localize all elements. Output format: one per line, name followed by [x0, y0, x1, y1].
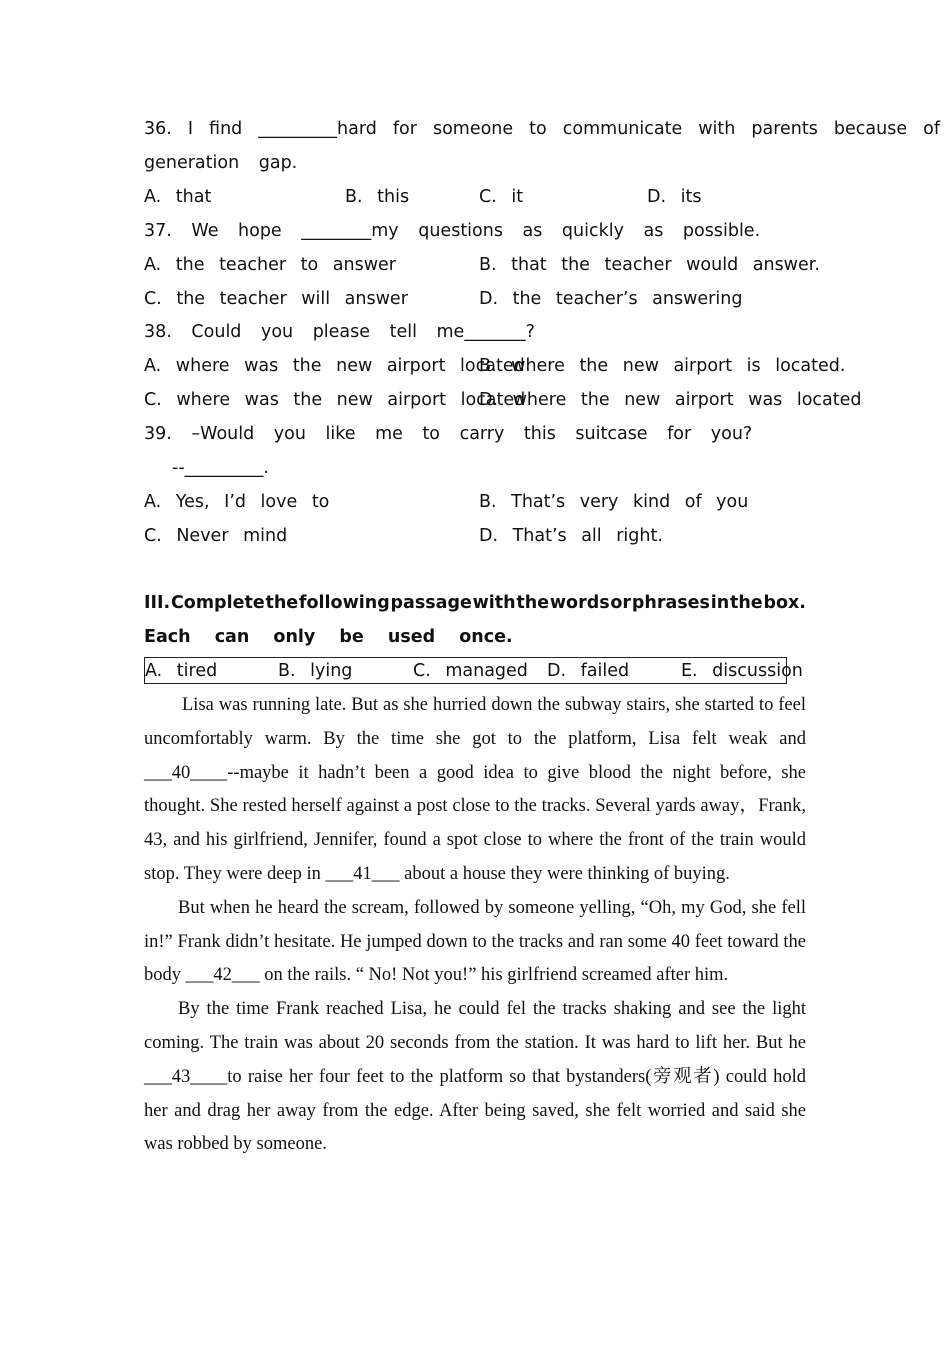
option-36-c: C. it — [479, 187, 524, 207]
question-36-line1: 36. I find _________hard for someone to communicate with parents because of — [144, 112, 940, 146]
question-37-stem: 37. We hope ________my questions as quickly as possible. — [144, 221, 761, 241]
option-38-b: B. where the new airport is located. — [479, 356, 846, 376]
word-box — [144, 657, 803, 684]
passage — [144, 689, 806, 1162]
option-39-a: A. Yes, I’d love to — [144, 492, 330, 512]
question-number: 37. — [144, 221, 172, 241]
answer-blank: _________hard — [258, 119, 377, 139]
section-heading-line2: Each can only be used once. — [144, 627, 513, 647]
option-36-a: A. that — [144, 187, 212, 207]
word-box-item: C. managed — [413, 661, 528, 681]
passage-paragraph-2: But when he heard the scream, followed by someone yelling, “Oh, my God, she fell in!” Frank didn’t hesitate. He jumped down to the tracks and ran some 40 feet toward the body ___42___ on the rails. “ No! Not you!” his girlfriend screamed after him. — [144, 897, 806, 986]
option-39-d: D. That’s all right. — [479, 526, 663, 546]
word-box-item: E. discussion — [681, 661, 803, 681]
passage-paragraph-1: Lisa was running late. But as she hurried down the subway stairs, she started to feel uncomfortably warm. By the time she got to the platform, Lisa felt weak and ___40____--maybe it hadn’t been a good idea to give blood the night before, she thought. She rested herself against a post close to the tracks. Several yards away，Frank, 43, and his girlfriend, Jennifer, found a spot close to where the front of the train would stop. They were deep in ___41___ about a house they were thinking of buying. — [144, 695, 806, 884]
option-38-c: C. where was the new airport located — [144, 390, 526, 410]
question-39-stem: 39. –Would you like me to carry this suitcase for you? — [144, 424, 753, 444]
question-38-stem: 38. Could you please tell me_______? — [144, 322, 535, 342]
question-39-reply: --_________. — [172, 458, 269, 478]
word-box-item: B. lying — [278, 661, 353, 681]
option-37-c: C. the teacher will answer — [144, 289, 408, 309]
option-37-a: A. the teacher to answer — [144, 255, 396, 275]
option-39-b: B. That’s very kind of you — [479, 492, 749, 512]
question-36-line2: generation gap. — [144, 153, 298, 173]
question-number: 39. — [144, 424, 172, 444]
question-number: 36. — [144, 119, 172, 139]
option-38-d: D. where the new airport was located — [479, 390, 862, 410]
word-box-item: A. tired — [145, 661, 218, 681]
option-36-d: D. its — [647, 187, 702, 207]
option-37-d: D. the teacher’s answering — [479, 289, 743, 309]
option-36-b: B. this — [345, 187, 410, 207]
option-38-a: A. where was the new airport located — [144, 356, 525, 376]
question-number: 38. — [144, 322, 172, 342]
passage-paragraph-3: By the time Frank reached Lisa, he could fel the tracks shaking and see the light coming. The train was about 20 seconds from the station. It was hard to lift her. But he ___43____to raise her four feet to the platform so that bystanders(旁观者) could hold her and drag her away from the edge. After being saved, she felt worried and said she was robbed by someone. — [144, 999, 806, 1155]
word-box-item: D. failed — [547, 661, 630, 681]
option-37-b: B. that the teacher would answer. — [479, 255, 820, 275]
option-39-c: C. Never mind — [144, 526, 288, 546]
section-heading-line1: III. Complete the following passage with the words or phrases in the box. — [144, 593, 806, 613]
